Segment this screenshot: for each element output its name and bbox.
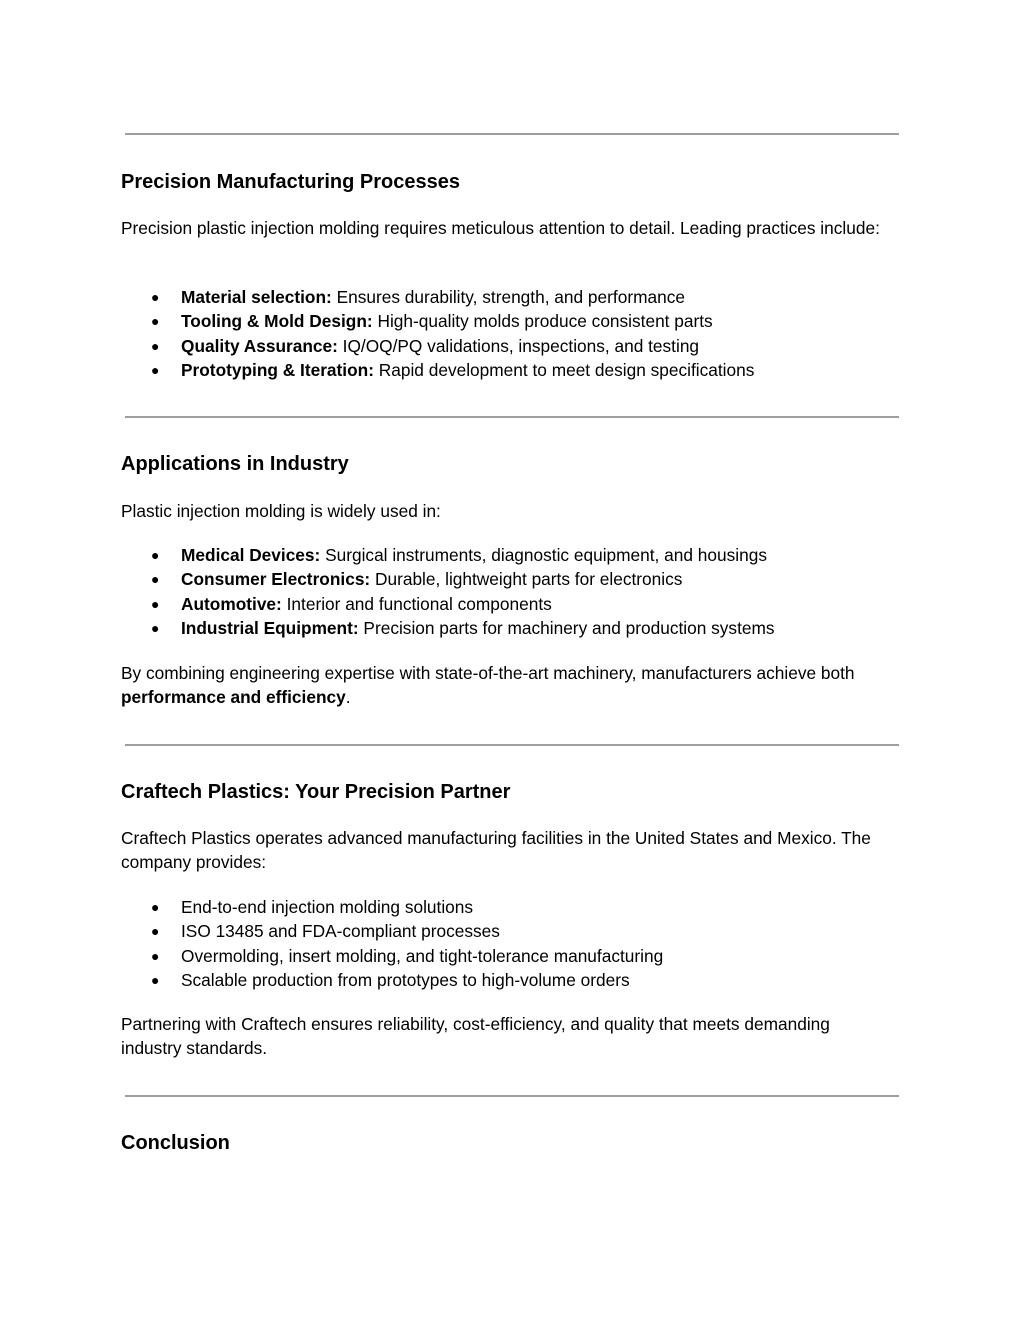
bullet-icon: ● [151,947,160,964]
outro-text: By combining engineering expertise with state-of-the-art machinery, manufacturers achieve both [121,663,855,683]
section-outro [121,661,921,710]
item-label: Consumer Electronics: [181,569,371,590]
bullet-icon: ● [151,362,160,379]
section-intro: Plastic injection molding is widely used in: [121,501,441,521]
list-item [121,616,775,640]
section-heading: Conclusion [121,1132,230,1154]
section-intro: Precision plastic injection molding requires meticulous attention to detail. Leading practices include: [121,218,880,238]
item-label: Automotive: [181,593,282,614]
bullet-icon: ● [151,620,160,637]
list-item [121,543,775,567]
bullet-icon: ● [151,313,160,330]
item-label: Medical Devices: [181,545,321,565]
outro-emphasis: performance and efficiency [121,687,346,708]
list-item [121,944,663,968]
section-heading: Applications in Industry [121,453,349,475]
outro-end: . [345,687,351,708]
list-item [121,309,754,333]
horizontal-rule [125,133,899,135]
list-item [121,334,754,358]
item-text: Rapid development to meet design specifications [373,360,755,381]
list-item [121,968,663,992]
list-item [121,592,775,616]
item-text: Scalable production from prototypes to high-volume orders [181,970,630,991]
horizontal-rule [125,416,899,418]
section-heading: Craftech Plastics: Your Precision Partner [121,781,511,803]
list-item [121,358,754,382]
list-item [121,567,775,591]
bullet-icon: ● [151,899,160,915]
bullet-icon: ● [151,547,160,563]
item-text: Interior and functional components [281,593,552,614]
item-text: Precision parts for machinery and production systems [358,618,775,639]
item-label: Industrial Equipment: [181,618,359,639]
item-label: Prototyping & Iteration: [181,360,374,381]
bullet-icon: ● [151,289,160,305]
horizontal-rule [125,744,899,746]
item-text: Overmolding, insert molding, and tight-tolerance manufacturing [181,945,664,966]
section-heading: Precision Manufacturing Processes [121,171,461,193]
list-item [121,285,754,309]
item-text: ISO 13485 and FDA-compliant processes [181,921,500,942]
bullet-icon: ● [151,337,160,354]
section-outro: Partnering with Craftech ensures reliability, cost-efficiency, and quality that meets demanding industry standards. [121,1014,830,1059]
bullet-icon: ● [151,972,160,989]
bullet-icon: ● [151,571,160,588]
item-label: Tooling & Mold Design: [181,311,373,332]
item-text: IQ/OQ/PQ validations, inspections, and testing [337,335,700,356]
item-text: Ensures durability, strength, and performance [331,287,685,307]
item-label: Material selection: [181,287,332,307]
list-item [121,919,663,943]
bullet-icon: ● [151,923,160,940]
bullet-list [121,895,663,993]
item-text: Durable, lightweight parts for electronics [370,569,683,590]
item-text: End-to-end injection molding solutions [181,897,474,917]
list-item [121,895,663,919]
item-label: Quality Assurance: [181,335,338,356]
bullet-list [121,543,775,641]
bullet-icon: ● [151,595,160,612]
horizontal-rule [125,1095,899,1097]
item-text: Surgical instruments, diagnostic equipment, and housings [320,545,767,565]
item-text: High-quality molds produce consistent parts [372,311,713,332]
bullet-list [121,285,754,383]
section-intro: Craftech Plastics operates advanced manufacturing facilities in the United States and Mexico. The company provides: [121,828,871,873]
